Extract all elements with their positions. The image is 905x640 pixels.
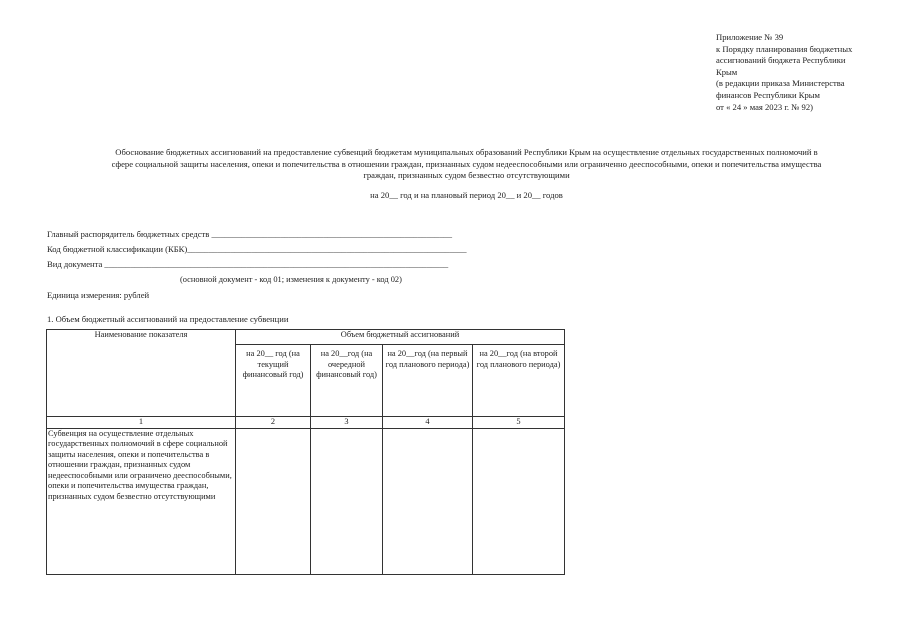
kbk-field: Код бюджетной классификации (КБК)_________________________________________________________________ [47,244,467,254]
value-cell[interactable] [311,428,383,574]
budget-table [46,329,565,575]
appendix-line: Крым [716,66,738,77]
appendix-line: ассигнований бюджета Республики [716,55,846,66]
doc-type-note: (основной документ - код 01; изменения к документу - код 02) [180,275,402,284]
group-header: Объем бюджетный ассигнований [236,330,565,345]
column-number: 4 [383,417,473,429]
column-header: на 20__год (на очередной финансовый год) [311,345,383,417]
column-number: 1 [47,417,236,429]
indicator-header: Наименование показателя [47,330,236,417]
appendix-block [716,32,901,113]
manager-field: Главный распорядитель бюджетных средств ________________________________________________________ [47,229,453,239]
title-line: граждан, признанных судом безвестно отсутствующими [363,170,570,180]
section-title: 1. Объем бюджетный ассигнований на предоставление субвенции [47,314,289,324]
value-cell[interactable] [473,428,565,574]
column-header: на 20__ год (на текущий финансовый год) [236,345,311,417]
appendix-line: к Порядку планирования бюджетных [716,43,853,54]
doc-type-field: Вид документа ________________________________________________________________________________ [47,259,449,269]
value-cell[interactable] [236,428,311,574]
appendix-line: (в редакции приказа Министерства [716,78,845,89]
unit-field: Единица измерения: рублей [47,290,150,300]
value-cell[interactable] [383,428,473,574]
appendix-line: от « 24 » мая 2023 г. № 92) [716,101,814,112]
period-line: на 20__ год и на плановый период 20__ и 20__ годов [370,190,563,200]
column-number: 5 [473,417,565,429]
column-number: 3 [311,417,383,429]
appendix-line: финансов Республики Крым [716,89,820,100]
title-line: сфере социальной защиты населения, опеки и попечительства в отношении граждан, признанных судом недееспособными или ограниченно дееспособными, опеки и попечительства имущества [111,158,822,169]
column-header: на 20__год (на второй год планового периода) [473,345,565,417]
table-row [47,428,565,574]
indicator-cell: Субвенция на осуществление отдельных государственных полномочий в сфере социальной защиты населения, опеки и попечительства в отношении граждан, признанных судом недееспособными или ограничено дееспособными, опеки и попечительства имущества граждан, признанных судом безвестно отсутствующими [47,428,236,574]
column-header: на 20__год (на первый год планового периода) [383,345,473,417]
appendix-line: Приложение № 39 [716,32,784,42]
document-title [44,147,889,182]
column-number: 2 [236,417,311,429]
title-line: Обоснование бюджетных ассигнований на предоставление субвенций бюджетам муниципальных образований Республики Крым на осуществление отдельных государственных полномочий в [115,147,818,157]
